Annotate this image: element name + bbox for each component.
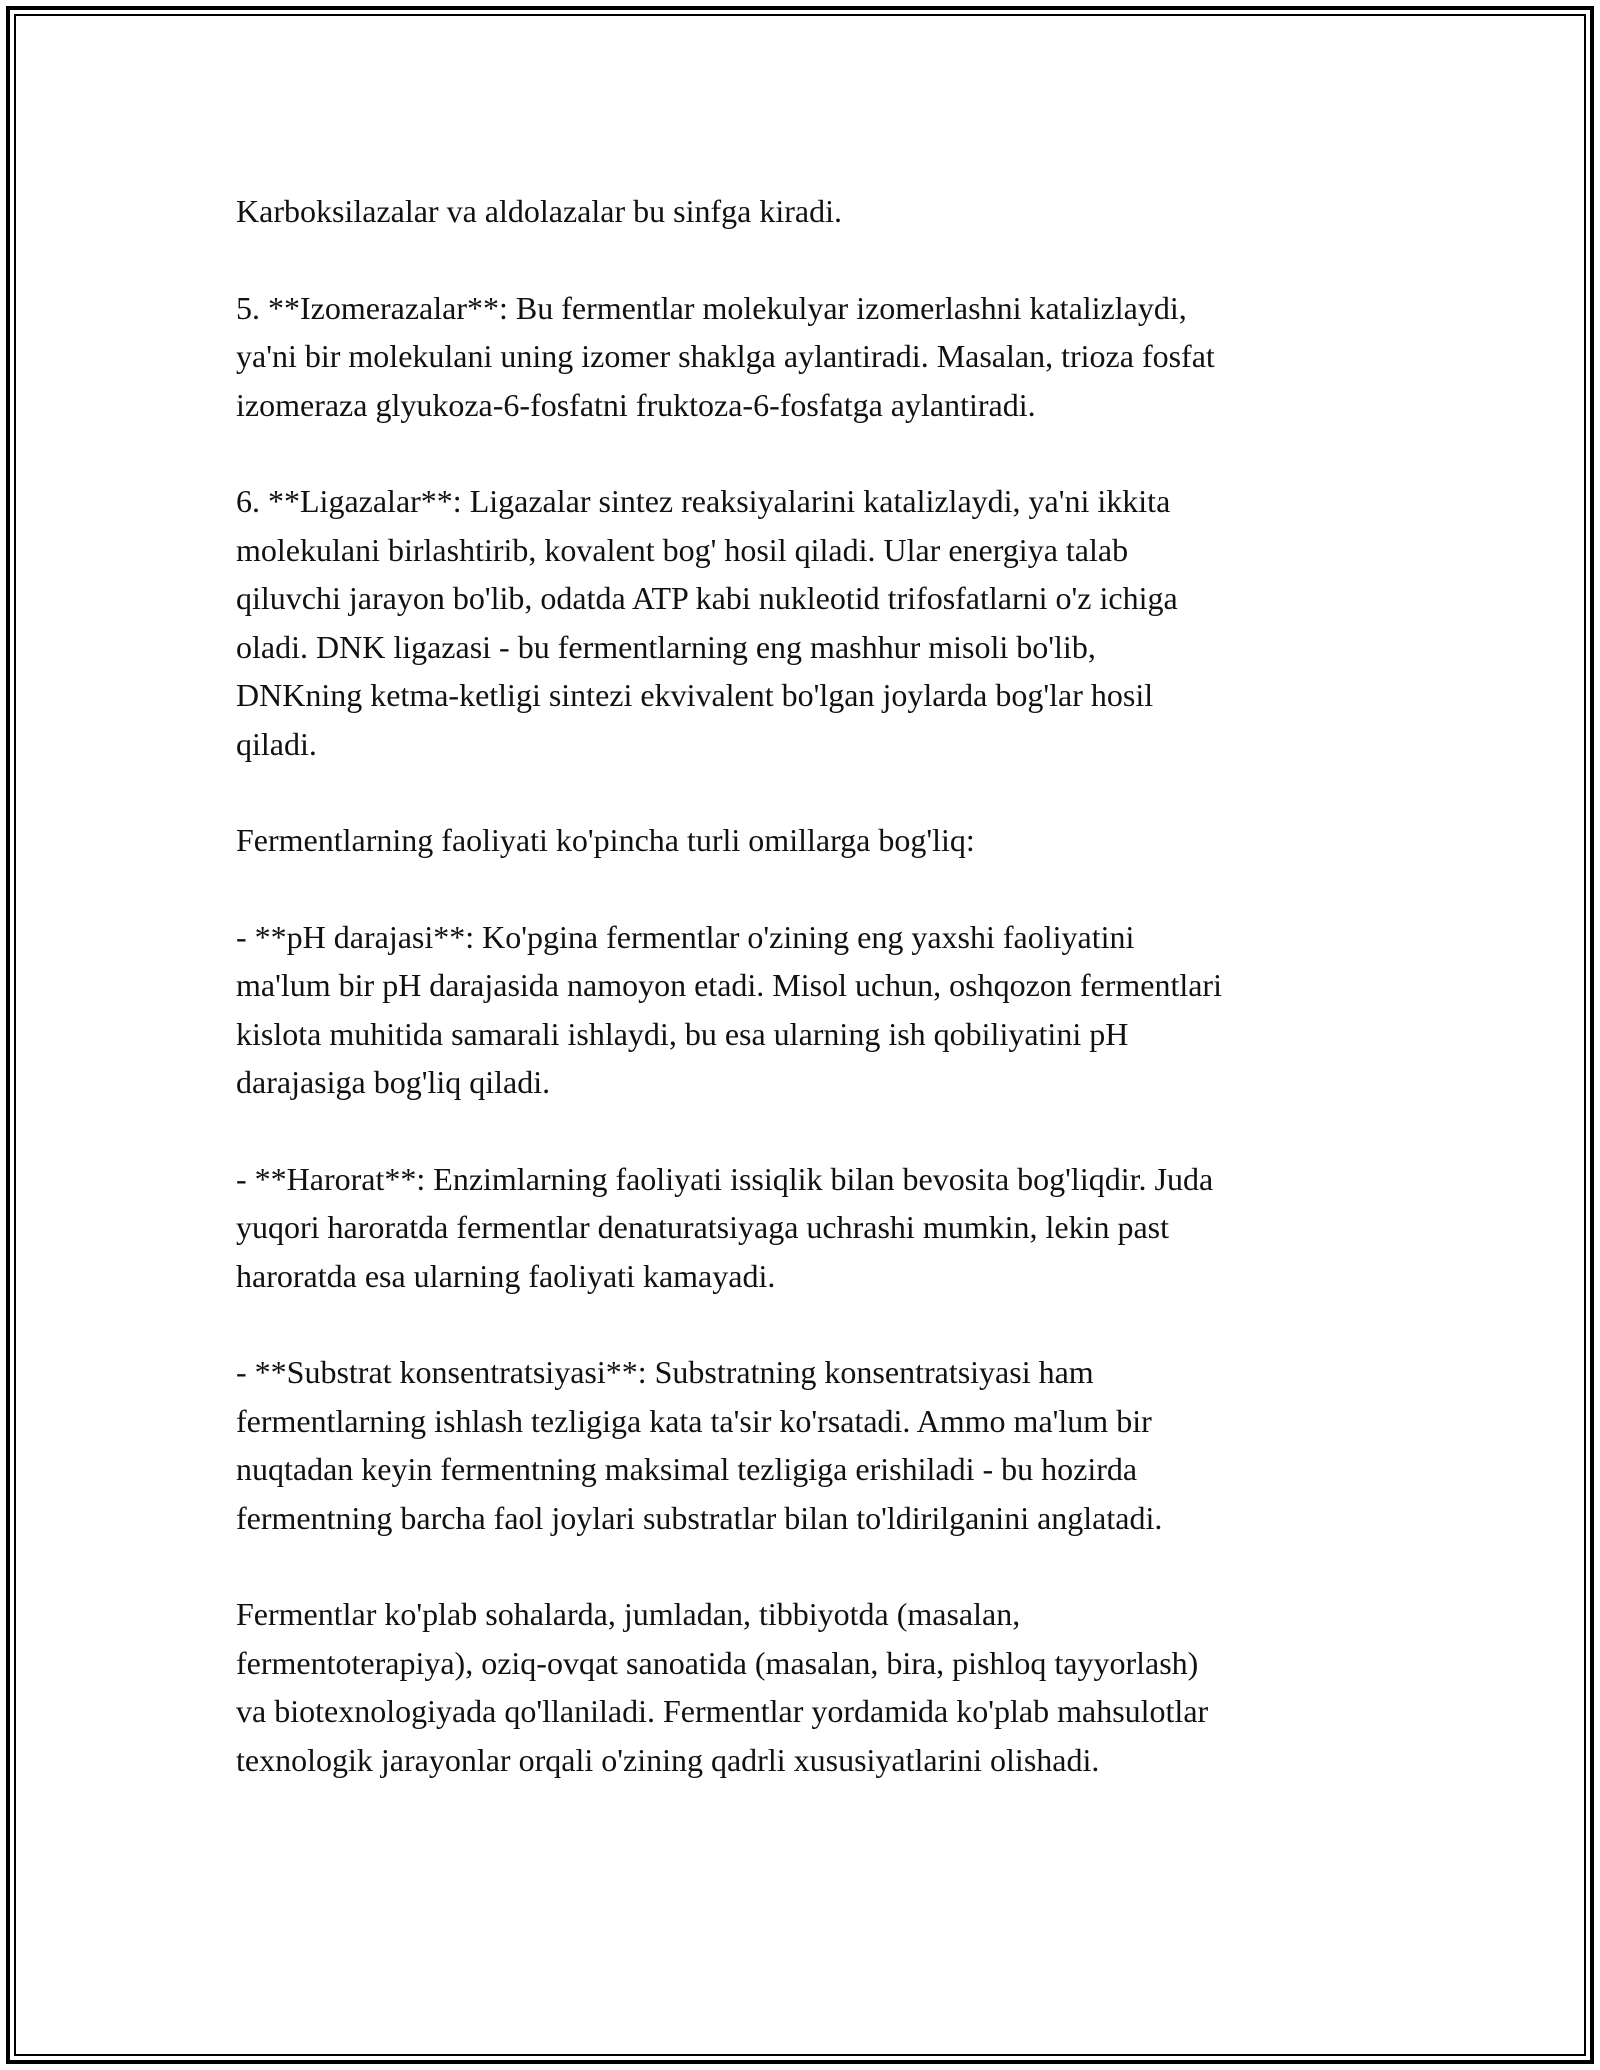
text-line: 6. **Ligazalar**: Ligazalar sintez reaksiyalarini katalizlaydi, ya'ni ikkita [236,483,1171,519]
text-line: haroratda esa ularning faoliyati kamayadi. [236,1257,776,1294]
text-line: qiladi. [236,725,317,762]
paragraph-substrate-concentration [236,1348,1366,1542]
text-line: ma'lum bir pH darajasida namoyon etadi. Misol uchun, oshqozon fermentlari [236,967,1222,1003]
text-line: molekulani birlashtirib, kovalent bog' hosil qiladi. Ular energiya talab [236,531,1129,568]
text-line: Fermentlarning faoliyati ko'pincha turli omillarga bog'liq: [236,822,975,858]
paragraph-temperature [236,1155,1366,1301]
paragraph-ph-level [236,913,1366,1107]
text-line: fermentlarning ishlash tezligiga kata ta'sir ko'rsatadi. Ammo ma'lum bir [236,1402,1152,1439]
paragraph-ligases [236,477,1366,768]
text-line: ya'ni bir molekulani uning izomer shaklga aylantiradi. Masalan, trioza fosfat [236,338,1215,374]
text-line: darajasiga bog'liq qiladi. [236,1064,551,1100]
text-line: - **Substrat konsentratsiyasi**: Substratning konsentratsiyasi ham [236,1354,1094,1390]
text-line: - **Harorat**: Enzimlarning faoliyati issiqlik bilan bevosita bog'liqdir. Juda [236,1160,1214,1197]
text-line: Fermentlar ko'plab sohalarda, jumladan, tibbiyotda (masalan, [236,1596,1021,1632]
paragraph-isomerases [236,284,1366,430]
text-line: izomeraza glyukoza-6-fosfatni fruktoza-6-fosfatga aylantiradi. [236,386,1036,423]
text-line: fermentoterapiya), oziq-ovqat sanoatida (masalan, bira, pishloq tayyorlash) [236,1644,1199,1681]
text-line: va biotexnologiyada qo'llaniladi. Fermentlar yordamida ko'plab mahsulotlar [236,1693,1209,1729]
text-line: DNKning ketma-ketligi sintezi ekvivalent bo'lgan joylarda bog'lar hosil [236,677,1154,713]
paragraph-class-summary [236,187,1366,236]
text-line: kislota muhitida samarali ishlaydi, bu esa ularning ish qobiliyatini pH [236,1015,1129,1052]
paragraph-applications [236,1590,1366,1784]
text-line: fermentning barcha faol joylari substratlar bilan to'ldirilganini anglatadi. [236,1499,1163,1536]
text-line: yuqori haroratda fermentlar denaturatsiyaga uchrashi mumkin, lekin past [236,1209,1170,1245]
text-line: oladi. DNK ligazasi - bu fermentlarning eng mashhur misoli bo'lib, [236,628,1096,665]
text-line: nuqtadan keyin fermentning maksimal tezligiga erishiladi - bu hozirda [236,1451,1138,1487]
paragraph-factors-intro [236,816,1366,865]
text-line: - **pH darajasi**: Ko'pgina fermentlar o'zining eng yaxshi faoliyatini [236,918,1135,955]
text-line: 5. **Izomerazalar**: Bu fermentlar molekulyar izomerlashni katalizlaydi, [236,289,1187,326]
text-line: Karboksilazalar va aldolazalar bu sinfga kiradi. [236,193,842,229]
document-body [236,187,1366,1784]
text-line: texnologik jarayonlar orqali o'zining qadrli xususiyatlarini olishadi. [236,1741,1100,1778]
text-line: qiluvchi jarayon bo'lib, odatda ATP kabi nukleotid trifosfatlarni o'z ichiga [236,580,1178,616]
